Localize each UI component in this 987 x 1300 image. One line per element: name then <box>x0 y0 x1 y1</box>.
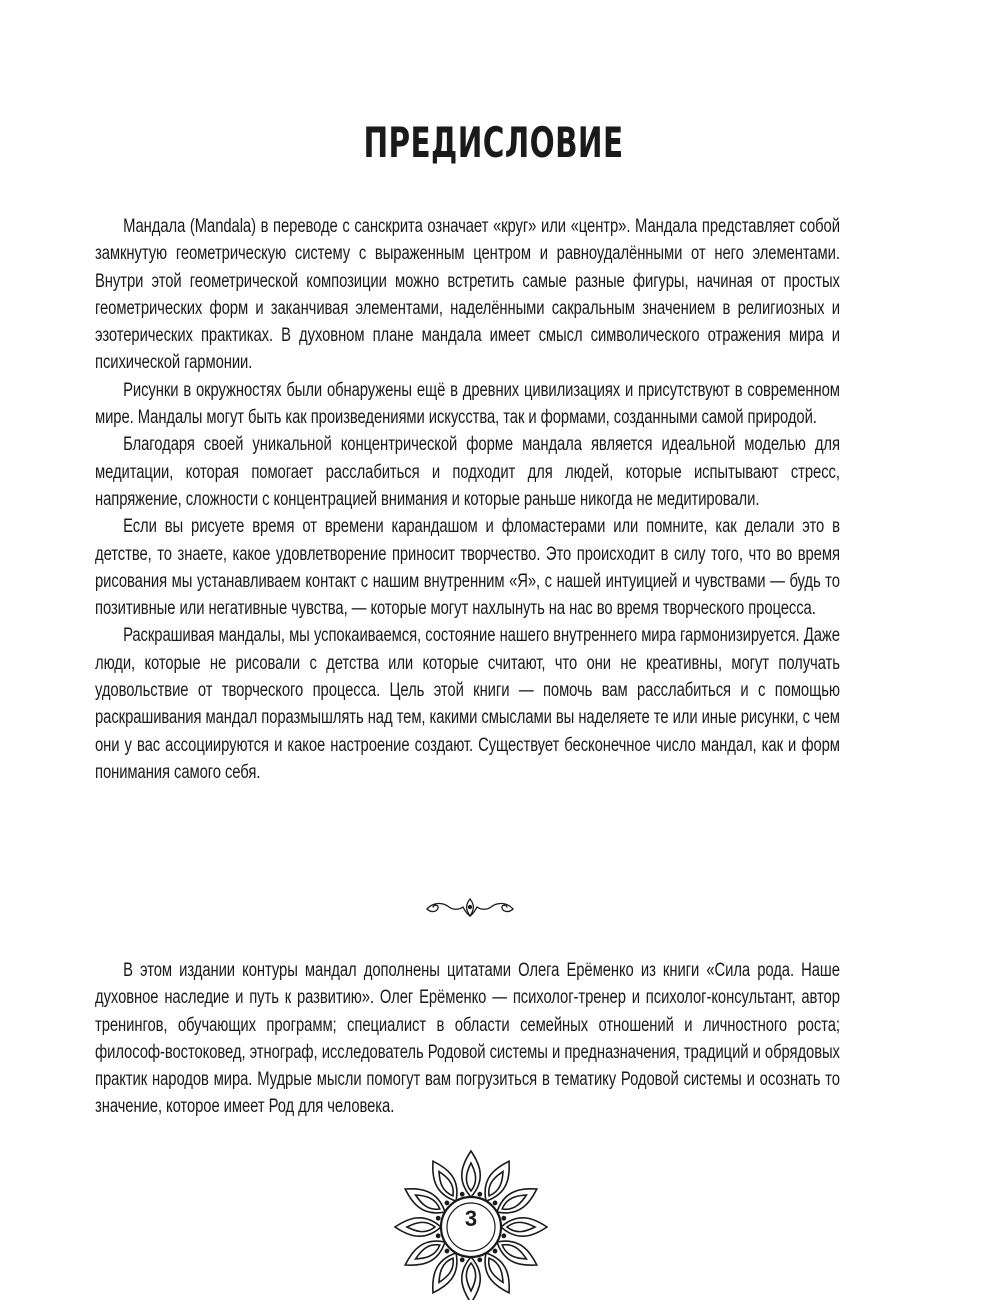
mandala-dot <box>493 1201 498 1206</box>
mandala-petal-inner <box>485 1169 507 1198</box>
ornament-divider-icon <box>423 896 517 920</box>
mandala-dot <box>445 1249 450 1254</box>
preface-body <box>95 213 840 786</box>
mandala-petal-inner <box>413 1241 442 1263</box>
paragraph: Раскрашивая мандалы, мы успокаиваемся, состояние нашего внутреннего мира гармонизируется. Даже люди, которые не рисовали с детства или которые считают, что они не креативны, могут получать удовольствие от творческого процесса. Цель этой книги — помочь вам расслабиться и с помощью раскрашивания мандал поразмышлять над тем, какими смыслами вы наделяете те или иные рисунки, с чем они у вас ассоциируются и какое настроение создают. Существует бесконечное число мандал, как и форм понимания самого себя. <box>95 625 840 783</box>
paragraph: Благодаря своей уникальной концентрической форме мандала является идеальной моделью для медитации, которая помогает расслабиться и подходит для людей, которые испытывают стресс, напряжение, сложности с концентрацией внимания и которые раньше никогда не медитировали. <box>95 434 840 510</box>
mandala-dot <box>478 1258 482 1262</box>
mandala-dot <box>478 1192 482 1196</box>
paragraph: В этом издании контуры мандал дополнены цитатами Олега Ерёменко из книги «Сила рода. Наше духовное наследие и путь к развитию». Олег Ерёменко — психолог-тренер и психолог-консультант, автор тренингов, обучающих программ; специалист в области семейных отношений и личностного роста; философ-востоковед, этнограф, исследователь Родовой системы и предназначения, традиций и обрядовых практик народов мира. Мудрые мысли помогут вам погрузиться в тематику Родовой системы и осознать то значение, которое имеет Род для человека. <box>95 960 840 1118</box>
mandala-dot <box>502 1234 506 1238</box>
mandala-dot <box>445 1201 450 1206</box>
mandala-dot <box>460 1192 464 1196</box>
paragraph: Рисунки в окружностях были обнаружены ещё в древних цивилизациях и присутствуют в современном мире. Мандалы могут быть как произведениями искусства, так и формами, созданными самой природой. <box>95 379 840 429</box>
mandala-petal-inner <box>435 1169 457 1198</box>
page-number-emblem <box>391 1149 551 1300</box>
mandala-dot <box>493 1249 498 1254</box>
paragraph: Если вы рисуете время от времени карандашом и фломастерами или помните, как делали это в детстве, то знаете, какое удовлетворение приносит творчество. Это происходит в силу того, что во время рисования мы устанавливаем контакт с нашим внутренним «Я», с нашей интуицией и чувствами — будь то позитивные или негативные чувства, — которые могут нахлынуть на нас во время творческого процесса. <box>95 516 840 620</box>
mandala-dot <box>436 1234 440 1238</box>
mandala-petal-inner <box>485 1256 507 1285</box>
mandala-dot <box>460 1258 464 1262</box>
mandala-petal-inner <box>500 1241 529 1263</box>
mandala-petal-inner <box>466 1263 475 1291</box>
paragraph: Мандала (Mandala) в переводе с санскрита означает «круг» или «центр». Мандала представляет собой замкнутую геометрическую систему с выраженным центром и равноудалёнными от него элементами. Внутри этой геометрической композиции можно встретить самые разные фигуры, начиная от простых геометрических форм и заканчивая элементами, наделёнными сакральным значением в религиозных и эзотерических практиках. В духовном плане мандала имеет смысл символического отражения мира и психической гармонии. <box>95 216 840 374</box>
page-number: 3 <box>464 1206 478 1231</box>
closing-body <box>95 957 840 1121</box>
mandala-petal-inner <box>466 1163 475 1191</box>
page-title: ПРЕДИСЛОВИЕ <box>363 118 624 167</box>
mandala-petal-inner <box>435 1256 457 1285</box>
